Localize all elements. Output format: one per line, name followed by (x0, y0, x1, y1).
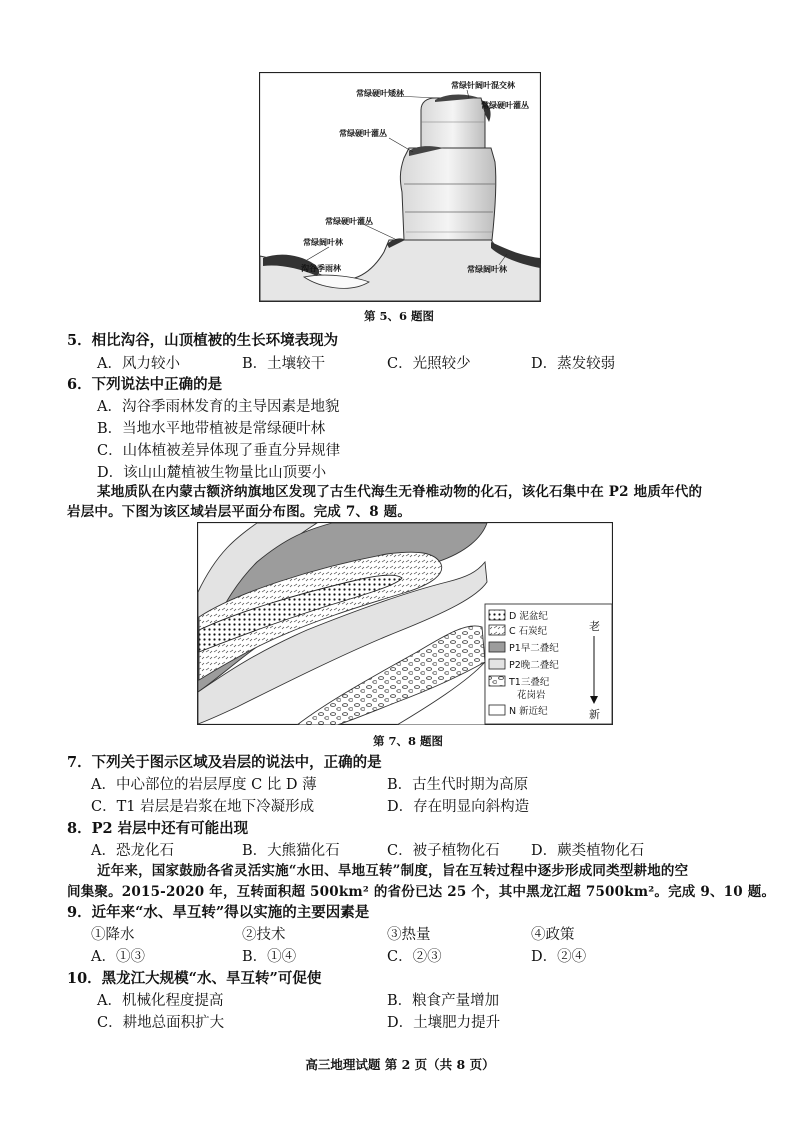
label-broadleaf-right: 常绿阔叶林 (467, 265, 507, 274)
q8-stem: 8．P2 岩层中还有可能出现 (67, 820, 249, 837)
mountain-lower-block (400, 148, 495, 240)
legend-label-t1: T1三叠纪 (509, 677, 550, 688)
q6-option-b: B．当地水平地带植被是常绿硬叶林 (97, 421, 326, 437)
label-mixed-forest: 常绿针阔叶混交林 (451, 81, 515, 90)
q10-stem: 10．黑龙江大规模“水、旱互转”可促使 (67, 970, 322, 987)
figure1-caption: 第 5、6 题图 (364, 309, 435, 323)
q6-stem: 6．下列说法中正确的是 (67, 376, 223, 393)
legend-swatch-n (489, 705, 505, 715)
q8-option-d: D．蕨类植物化石 (531, 843, 645, 859)
q5-stem: 5．相比沟谷，山顶植被的生长环境表现为 (67, 332, 339, 349)
q9-item-1: ①降水 (91, 927, 135, 943)
legend-swatch-t1 (489, 676, 505, 686)
legend-swatch-p1 (489, 642, 505, 652)
figure2-caption: 第 7、8 题图 (373, 734, 444, 748)
label-broadleaf-left: 常绿阔叶林 (303, 238, 343, 247)
q9-item-2: ②技术 (242, 927, 286, 943)
label-hardleaf-shrub-lower: 常绿硬叶灌丛 (325, 217, 373, 226)
q7-option-b: B．古生代时期为高原 (387, 777, 529, 793)
vegetation-profile-figure (259, 72, 541, 302)
q9-item-3: ③热量 (387, 927, 431, 943)
label-summit-shrub-forest: 常绿硬叶矮林 (356, 89, 404, 98)
q7-option-a: A．中心部位的岩层厚度 C 比 D 薄 (91, 777, 317, 793)
intro-7-8-line2: 岩层中。下图为该区域岩层平面分布图。完成 7、8 题。 (67, 504, 412, 520)
q8-option-c: C．被子植物化石 (387, 843, 500, 859)
label-new: 新 (589, 708, 600, 721)
legend-label-n: N 新近纪 (509, 706, 548, 717)
mountain-upper-block (421, 98, 485, 148)
q5-option-c: C．光照较少 (387, 356, 471, 372)
q6-option-a: A．沟谷季雨林发育的主导因素是地貌 (97, 399, 340, 415)
intro-7-8-line1: 某地质队在内蒙古额济纳旗地区发现了古生代海生无脊椎动物的化石，该化石集中在 P2 地质年代的 (97, 484, 703, 500)
q7-option-d: D．存在明显向斜构造 (387, 799, 530, 815)
q5-option-b: B．土壤较干 (242, 356, 326, 372)
q9-option-a: A．①③ (91, 949, 145, 965)
strata-map-figure (197, 522, 613, 725)
legend-swatch-d (489, 610, 505, 620)
q6-option-d: D．该山山麓植被生物量比山顶要小 (97, 465, 327, 481)
q5-option-a: A．风力较小 (97, 356, 180, 372)
legend-label-p2: P2晚二叠纪 (509, 660, 559, 671)
q9-option-c: C．②③ (387, 949, 442, 965)
q10-option-a: A．机械化程度提高 (97, 993, 224, 1009)
q10-option-c: C．耕地总面积扩大 (97, 1015, 225, 1031)
legend-label-p1: P1早二叠纪 (509, 643, 559, 654)
q7-stem: 7．下列关于图示区域及岩层的说法中，正确的是 (67, 754, 382, 771)
q9-option-d: D．②④ (531, 949, 587, 965)
legend-label-d: D 泥盆纪 (509, 611, 548, 622)
label-hardleaf-shrub-right: 常绿硬叶灌丛 (481, 101, 529, 110)
label-old: 老 (589, 620, 600, 633)
q10-option-b: B．粮食产量增加 (387, 993, 500, 1009)
intro-9-10-line2: 间集聚。2015-2020 年，互转面积超 500km² 的省份已达 25 个，其中黑龙江超 7500km²。完成 9、10 题。 (67, 884, 776, 900)
q10-option-d: D．土壤肥力提升 (387, 1015, 501, 1031)
q8-option-b: B．大熊猫化石 (242, 843, 340, 859)
legend-label-c: C 石炭纪 (509, 626, 548, 637)
q9-item-4: ④政策 (531, 927, 575, 943)
q6-option-c: C．山体植被差异体现了垂直分异规律 (97, 443, 341, 459)
q8-option-a: A．恐龙化石 (91, 843, 174, 859)
label-valley-monsoon: 沟谷季雨林 (301, 264, 341, 273)
page-footer: 高三地理试题 第 2 页（共 8 页） (305, 1057, 495, 1072)
q9-option-b: B．①④ (242, 949, 297, 965)
legend-label-granite: 花岗岩 (517, 690, 546, 701)
intro-9-10-line1: 近年来，国家鼓励各省灵活实施“水田、旱地互转”制度，旨在互转过程中逐步形成同类型耕地的空 (97, 863, 689, 879)
label-hardleaf-shrub-mid: 常绿硬叶灌丛 (339, 129, 387, 138)
q7-option-c: C．T1 岩层是岩浆在地下冷凝形成 (91, 799, 315, 815)
q5-option-d: D．蒸发较弱 (531, 356, 616, 372)
legend-swatch-p2 (489, 659, 505, 669)
legend-swatch-c (489, 625, 505, 635)
q9-stem: 9．近年来“水、旱互转”得以实施的主要因素是 (67, 904, 370, 921)
